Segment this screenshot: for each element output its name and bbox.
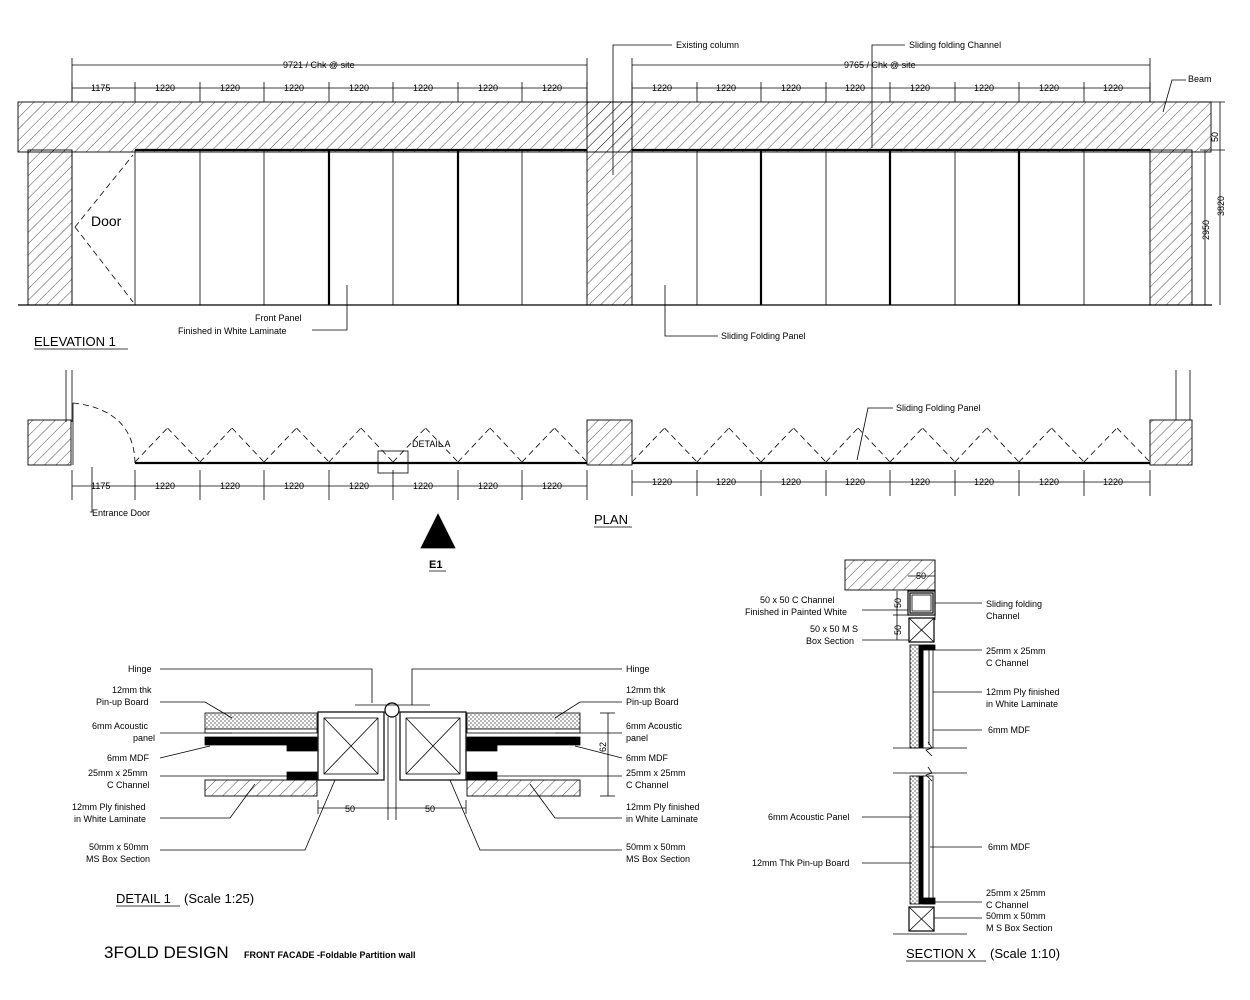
mdf-right bbox=[467, 737, 580, 751]
fold-line bbox=[697, 428, 729, 462]
elev-panel-dim: 1220 bbox=[910, 83, 931, 93]
plan-panel-dim: 1220 bbox=[1039, 477, 1060, 487]
pinup-board-right bbox=[467, 713, 580, 729]
plan-panel-dim: 1220 bbox=[781, 477, 802, 487]
fold-line bbox=[1084, 428, 1117, 462]
sheet-subtitle: FRONT FACADE -Foldable Partition wall bbox=[244, 950, 416, 960]
section-dim-top: 50 bbox=[916, 571, 927, 581]
pinup-label-left-2: Pin-up Board bbox=[96, 697, 149, 707]
pinup-label-right-2: Pin-up Board bbox=[626, 697, 679, 707]
front-panel-finish-label: Finished in White Laminate bbox=[178, 326, 287, 336]
plan-dimensions bbox=[72, 470, 1150, 500]
hinge-label-right: Hinge bbox=[626, 664, 650, 674]
fold-line bbox=[665, 428, 698, 462]
elev-panel-dim: 1220 bbox=[716, 83, 737, 93]
left-panels bbox=[200, 150, 522, 305]
detail-dim-v: 62 bbox=[598, 741, 608, 752]
fold-line bbox=[200, 428, 232, 462]
sx-cch25b-label-1: 25mm x 25mm bbox=[986, 888, 1046, 898]
plan-title: PLAN bbox=[594, 512, 628, 527]
fold-line bbox=[761, 428, 794, 462]
fold-line bbox=[890, 428, 923, 462]
elev-panel-dim: 1220 bbox=[349, 83, 370, 93]
elev-panel-dim: 1220 bbox=[478, 83, 499, 93]
sx-ply-label-2: in White Laminate bbox=[986, 699, 1059, 709]
plan-panel-dim: 1220 bbox=[220, 481, 241, 491]
plan-panel-dim: 1220 bbox=[542, 481, 563, 491]
fold-line bbox=[168, 428, 201, 462]
existing-column-label: Existing column bbox=[676, 40, 740, 50]
sx-box-label-1: 50 x 50 M S bbox=[810, 624, 859, 634]
cch-label-left-1: 25mm x 25mm bbox=[88, 768, 148, 778]
left-total-dim: 9721 / Chk @ site bbox=[283, 60, 355, 70]
beam-label: Beam bbox=[1188, 74, 1212, 84]
view-marker-arrow bbox=[421, 514, 455, 548]
cch-label-right-1: 25mm x 25mm bbox=[626, 768, 686, 778]
height-total-dim: 3820 bbox=[1216, 195, 1226, 216]
fold-line bbox=[729, 428, 761, 462]
fold-line bbox=[135, 428, 168, 462]
elev-panel-dim: 1220 bbox=[1103, 83, 1124, 93]
plan-panel-dim: 1220 bbox=[652, 477, 673, 487]
plan-panel-dim: 1220 bbox=[478, 481, 499, 491]
plan-panel-dim: 1220 bbox=[974, 477, 995, 487]
door-label: Door bbox=[91, 213, 122, 229]
elev-panel-dim: 1220 bbox=[413, 83, 434, 93]
sx-box-label-2: Box Section bbox=[806, 636, 855, 646]
section-dim-v1: 50 bbox=[893, 597, 903, 608]
fold-line bbox=[329, 428, 361, 462]
detail-scale: (Scale 1:25) bbox=[184, 891, 255, 906]
ply-label-right-2: in White Laminate bbox=[626, 814, 699, 824]
cch-label-left-2: C Channel bbox=[107, 780, 150, 790]
acoustic-label-left-1: 6mm Acoustic bbox=[92, 721, 149, 731]
sx-cch50-label-1: 50 x 50 C Channel bbox=[760, 595, 835, 605]
elev-panel-dim: 1220 bbox=[652, 83, 673, 93]
beam-depth-dim: 50 bbox=[1210, 131, 1220, 142]
sheet-title: 3FOLD DESIGN bbox=[104, 943, 229, 962]
plan-panel-dim: 1220 bbox=[845, 477, 866, 487]
acoustic-label-right-1: 6mm Acoustic bbox=[626, 721, 683, 731]
view-marker-label: E1 bbox=[429, 559, 443, 571]
pinup-label-right-1: 12mm thk bbox=[626, 685, 666, 695]
sx-cch25-label-1: 25mm x 25mm bbox=[986, 646, 1046, 656]
plan-door-dim: 1175 bbox=[91, 481, 111, 491]
fold-line bbox=[264, 428, 297, 462]
mdf-left bbox=[205, 737, 317, 751]
cch-label-right-2: C Channel bbox=[626, 780, 669, 790]
elev-door-dim: 1175 bbox=[91, 83, 111, 93]
fold-line bbox=[522, 428, 555, 462]
box-label-left-2: MS Box Section bbox=[86, 854, 151, 864]
mdf-label-right: 6mm MDF bbox=[626, 753, 668, 763]
sx-cch25-label-2: C Channel bbox=[986, 658, 1029, 668]
plan-fold-lines bbox=[135, 428, 1150, 462]
sx-mdf-label-b: 6mm MDF bbox=[988, 842, 1030, 852]
sx-ply-label-1: 12mm Ply finished bbox=[986, 687, 1060, 697]
detail-a-tag: DETAIL A bbox=[412, 439, 451, 449]
acoustic-label-left-2: panel bbox=[133, 733, 156, 743]
box-label-right-1: 50mm x 50mm bbox=[626, 842, 686, 852]
elev-panel-dim: 1220 bbox=[781, 83, 802, 93]
detail-title: DETAIL 1 bbox=[116, 891, 171, 906]
elevation-1 bbox=[18, 40, 1226, 349]
plan-right-column bbox=[1150, 420, 1192, 465]
box-label-left-1: 50mm x 50mm bbox=[89, 842, 149, 852]
sx-pinup-label: 12mm Thk Pin-up Board bbox=[752, 858, 850, 868]
elev-panel-dim: 1220 bbox=[284, 83, 305, 93]
sx-cch50-label-2: Finished in Painted White bbox=[745, 607, 848, 617]
sx-cch25b-label-2: C Channel bbox=[986, 900, 1029, 910]
sx-slide-label-1: Sliding folding bbox=[986, 599, 1043, 609]
pinup-board-left bbox=[205, 713, 317, 729]
ply-label-right-1: 12mm Ply finished bbox=[626, 802, 700, 812]
fold-line bbox=[1052, 428, 1085, 462]
plan-left-column bbox=[28, 420, 71, 465]
door bbox=[72, 150, 135, 305]
cchannel-left bbox=[287, 772, 317, 780]
fold-line bbox=[1019, 428, 1052, 462]
sx-slide-label-2: Channel bbox=[986, 611, 1020, 621]
sx-boxb-label-1: 50mm x 50mm bbox=[986, 911, 1046, 921]
plan-panel-dim: 1220 bbox=[155, 481, 176, 491]
elevation-dimensions bbox=[72, 58, 1226, 305]
elev-panel-dim: 1220 bbox=[220, 83, 241, 93]
plan-panel-dim: 1220 bbox=[716, 477, 737, 487]
section-dim-v2: 50 bbox=[893, 624, 903, 635]
fold-line bbox=[987, 428, 1019, 462]
fold-line bbox=[955, 428, 987, 462]
ply-label-left-2: in White Laminate bbox=[74, 814, 147, 824]
fold-line bbox=[361, 428, 393, 462]
elevation-title: ELEVATION 1 bbox=[34, 334, 116, 349]
height-panel-dim: 2950 bbox=[1201, 219, 1211, 240]
entrance-door-label: Entrance Door bbox=[92, 508, 151, 518]
front-panel-label: Front Panel bbox=[255, 313, 302, 323]
sx-acoustic-label: 6mm Acoustic Panel bbox=[768, 812, 850, 822]
plan-door-swing bbox=[73, 403, 135, 465]
section-panel-lower bbox=[910, 776, 919, 904]
section-x bbox=[745, 560, 1060, 961]
fold-line bbox=[490, 428, 522, 462]
right-column bbox=[1150, 150, 1192, 305]
fold-line bbox=[555, 428, 588, 462]
plan-sliding-panel-label: Sliding Folding Panel bbox=[896, 403, 981, 413]
right-panels bbox=[697, 150, 1084, 305]
fold-line bbox=[232, 428, 264, 462]
ply-right bbox=[467, 780, 580, 796]
plan-panel-dim: 1220 bbox=[349, 481, 370, 491]
sx-mdf-label: 6mm MDF bbox=[988, 725, 1030, 735]
box-label-right-2: MS Box Section bbox=[626, 854, 691, 864]
elev-panel-dim: 1220 bbox=[155, 83, 176, 93]
plan-existing-column bbox=[587, 420, 632, 465]
sx-boxb-label-2: M S Box Section bbox=[986, 923, 1053, 933]
acoustic-label-right-2: panel bbox=[626, 733, 649, 743]
fold-line bbox=[458, 428, 490, 462]
fold-line bbox=[297, 428, 330, 462]
elev-panel-dim: 1220 bbox=[542, 83, 563, 93]
fold-line bbox=[1117, 428, 1150, 462]
sliding-panel-label: Sliding Folding Panel bbox=[721, 331, 806, 341]
fold-line bbox=[826, 428, 858, 462]
existing-column bbox=[587, 102, 632, 305]
elev-panel-dim: 1220 bbox=[974, 83, 995, 93]
detail-dim-a: 50 bbox=[345, 804, 356, 814]
cchannel-right bbox=[467, 772, 497, 780]
detail-dim-b: 50 bbox=[425, 804, 436, 814]
plan-panel-dim: 1220 bbox=[910, 477, 931, 487]
ply-label-left-1: 12mm Ply finished bbox=[72, 802, 146, 812]
section-panel-upper bbox=[910, 645, 919, 748]
fold-line bbox=[794, 428, 827, 462]
fold-line bbox=[923, 428, 956, 462]
plan-panel-dim: 1220 bbox=[284, 481, 305, 491]
left-column bbox=[28, 150, 72, 305]
elev-panel-dim: 1220 bbox=[845, 83, 866, 93]
pinup-label-left-1: 12mm thk bbox=[112, 685, 152, 695]
mdf-label-left: 6mm MDF bbox=[107, 753, 149, 763]
elev-panel-dim: 1220 bbox=[1039, 83, 1060, 93]
section-title: SECTION X bbox=[906, 946, 977, 961]
section-scale: (Scale 1:10) bbox=[990, 946, 1061, 961]
ply-left bbox=[205, 780, 317, 796]
plan bbox=[28, 370, 1192, 571]
right-total-dim: 9765 / Chk @ site bbox=[844, 60, 916, 70]
plan-panel-dim: 1220 bbox=[413, 481, 434, 491]
plan-panel-dim: 1220 bbox=[1103, 477, 1124, 487]
hinge-label-left: Hinge bbox=[128, 664, 152, 674]
detail-1 bbox=[72, 664, 700, 906]
sliding-channel-label: Sliding folding Channel bbox=[909, 40, 1002, 50]
fold-line bbox=[632, 428, 665, 462]
